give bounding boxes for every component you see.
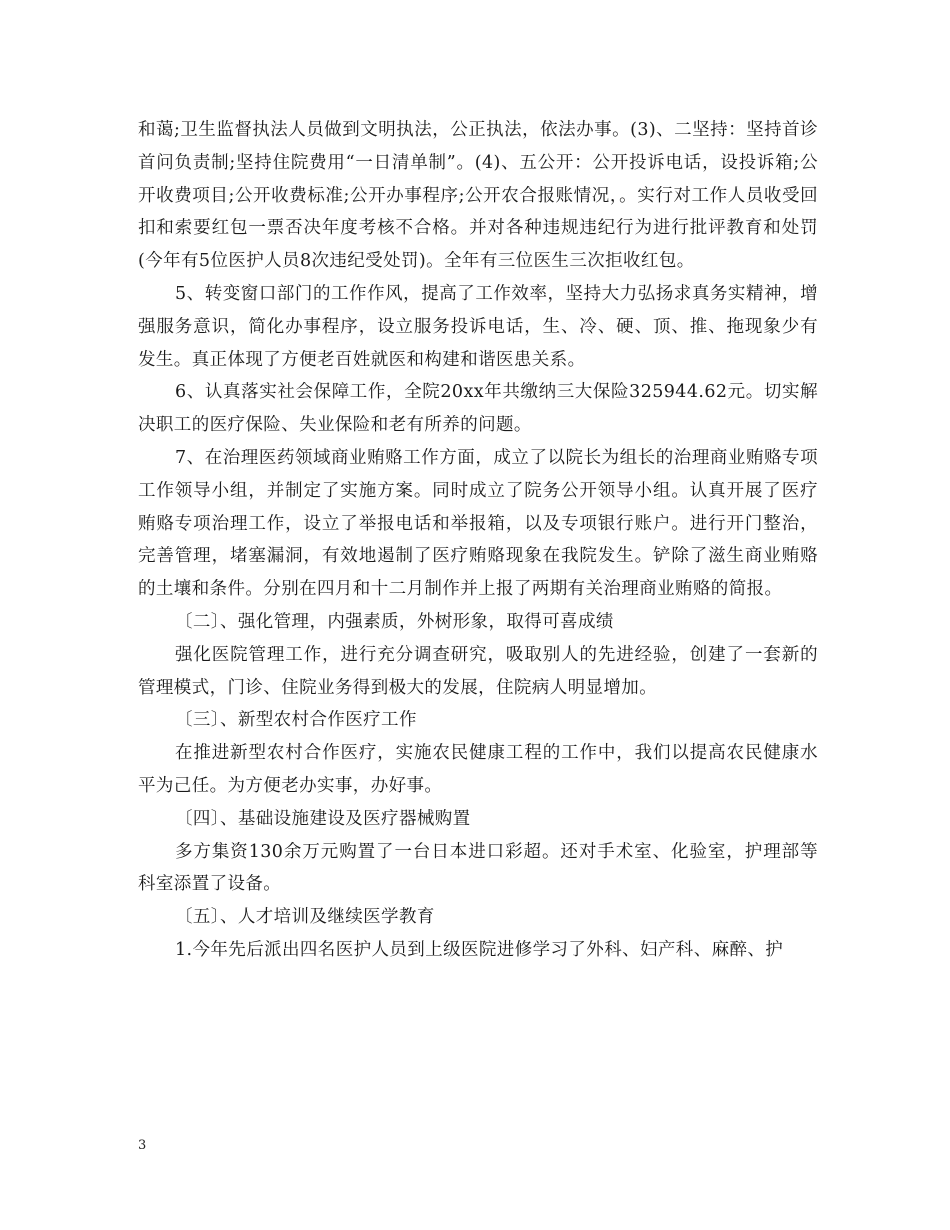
page-body: [138, 114, 818, 967]
paragraph-continuation: 和蔼;卫生监督执法人员做到文明执法，公正执法，依法办事。(3)、二坚持：坚持首诊首问负责制;坚持住院费用“一日清单制”。(4)、五公开：公开投诉电话，设投诉箱;公开收费项目;公开收费标准;公开办事程序;公开农合报账情况，。实行对工作人员收受回扣和索要红包一票否决年度考核不合格。并对各种违规违纪行为进行批评教育和处罚(今年有5位医护人员8次违纪受处罚)。全年有三位医生三次拒收红包。: [138, 120, 818, 272]
paragraph-section-3: 在推进新型农村合作医疗，实施农民健康工程的工作中，我们以提高农民健康水平为己任。为方便老办实事，办好事。: [138, 743, 818, 796]
paragraph-item-5: 5、转变窗口部门的工作作风，提高了工作效率，坚持大力弘扬求真务实精神，增强服务意识，简化办事程序，设立服务投诉电话，生、冷、硬、顶、推、拖现象少有发生。真正体现了方便老百姓就医和构建和谐医患关系。: [138, 283, 818, 370]
section-heading-4: 〔四〕、基础设施建设及医疗器械购置: [175, 808, 471, 829]
paragraph-item-7: 7、在治理医药领域商业贿赂工作方面，成立了以院长为组长的治理商业贿赂专项工作领导小组，并制定了实施方案。同时成立了院务公开领导小组。认真开展了医疗贿赂专项治理工作，设立了举报电话和举报箱，以及专项银行账户。进行开门整治，完善管理，堵塞漏洞，有效地遏制了医疗贿赂现象在我院发生。铲除了滋生商业贿赂的土壤和条件。分别在四月和十二月制作并上报了两期有关治理商业贿赂的简报。: [138, 447, 818, 600]
paragraph-item-6: 6、认真落实社会保障工作，全院20xx年共缴纳三大保险325944.62元。切实解决职工的医疗保险、失业保险和老有所养的问题。: [138, 382, 818, 436]
paragraph-section-4: 多方集资130余万元购置了一台日本进口彩超。还对手术室、化验室，护理部等科室添置了设备。: [138, 841, 818, 895]
section-heading-2: 〔二〕、强化管理，内强素质，外树形象，取得可喜成绩: [175, 611, 614, 632]
section-heading-5: 〔五〕、人才培训及继续医学教育: [175, 907, 435, 928]
section-heading-3: 〔三〕、新型农村合作医疗工作: [175, 710, 417, 731]
paragraph-section-5: 1.今年先后派出四名医护人员到上级医院进修学习了外科、妇产科、麻醉、护: [175, 939, 784, 960]
paragraph-section-2: 强化医院管理工作，进行充分调查研究，吸取别人的先进经验，创建了一套新的管理模式，门诊、住院业务得到极大的发展，住院病人明显增加。: [138, 644, 818, 698]
page-number: 3: [138, 1138, 147, 1153]
